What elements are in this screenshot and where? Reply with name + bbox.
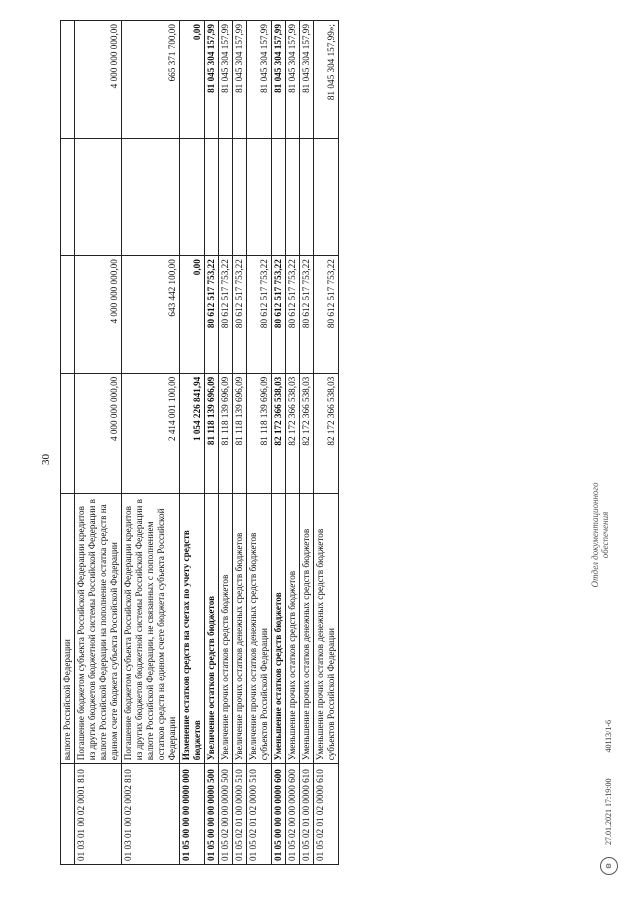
table-row: [122, 21, 180, 865]
row-value-3: [300, 138, 314, 256]
row-value-4: 4 000 000 000,00: [75, 21, 122, 139]
row-value-1: 81 118 139 696,09: [205, 373, 219, 494]
row-code: 01 05 00 00 00 0000 000: [180, 764, 205, 865]
row-value-1: 82 172 366 538,03: [300, 373, 314, 494]
row-code: 01 05 02 00 00 0000 500: [219, 764, 233, 865]
page-number: 30: [40, 454, 52, 465]
row-value-3: [247, 138, 272, 256]
row-value-1: 1 054 226 841,94: [180, 373, 205, 494]
row-value-1: 4 000 000 000,00: [75, 373, 122, 494]
row-code: [61, 764, 75, 865]
row-value-4: 81 045 304 157,99: [233, 21, 247, 139]
row-name: валюте Российской Федерации: [61, 494, 75, 764]
table-row: [300, 21, 314, 865]
table-row: [233, 21, 247, 865]
table-row: [219, 21, 233, 865]
row-value-2: 643 442 100,00: [122, 256, 180, 374]
row-value-3: [314, 138, 339, 256]
row-code: 01 05 00 00 00 0000 500: [205, 764, 219, 865]
row-value-1: 81 118 139 696,09: [233, 373, 247, 494]
row-value-1: [61, 373, 75, 494]
row-value-2: 80 612 517 753,22: [272, 256, 286, 374]
row-value-4: 81 045 304 157,99: [272, 21, 286, 139]
row-value-3: [61, 138, 75, 256]
row-name: Уменьшение остатков средств бюджетов: [272, 494, 286, 764]
row-value-4: 665 371 700,00: [122, 21, 180, 139]
row-code: 01 03 01 00 02 0001 810: [75, 764, 122, 865]
row-name: Погашение бюджетом субъекта Российской Федерации кредитов из других бюджетов бюджетной системы Российской Федерации в валюте Российской Федерации, не связанных с пополнением остатков средств на едином счете бюджета субъекта Российской Федерации: [122, 494, 180, 764]
row-value-2: 80 612 517 753,22: [233, 256, 247, 374]
footer-meta: [600, 696, 618, 875]
row-name: Уменьшение прочих остатков средств бюджетов: [286, 494, 300, 764]
row-value-1: 81 118 139 696,09: [247, 373, 272, 494]
row-value-3: [272, 138, 286, 256]
row-name: Увеличение остатков средств бюджетов: [205, 494, 219, 764]
row-value-2: 80 612 517 753,22: [247, 256, 272, 374]
row-value-1: 82 172 366 538,03: [286, 373, 300, 494]
table-row: [205, 21, 219, 865]
row-value-4: [61, 21, 75, 139]
row-value-4: 81 045 304 157,99: [219, 21, 233, 139]
row-code: 01 05 02 01 00 0000 510: [233, 764, 247, 865]
department-stamp: Отдел документационного обеспечения: [590, 482, 610, 588]
table-row: [180, 21, 205, 865]
row-value-3: [75, 138, 122, 256]
row-value-2: 4 000 000 000,00: [75, 256, 122, 374]
row-value-1: 82 172 366 538,03: [314, 373, 339, 494]
row-value-4: 81 045 304 157,99: [247, 21, 272, 139]
row-value-4: 81 045 304 157,99: [205, 21, 219, 139]
row-value-2: 80 612 517 753,22: [300, 256, 314, 374]
row-value-1: 2 414 001 100,00: [122, 373, 180, 494]
row-value-3: [233, 138, 247, 256]
table-row: [247, 21, 272, 865]
row-value-3: [219, 138, 233, 256]
seal-icon: ⚙: [600, 857, 618, 875]
row-value-2: 80 612 517 753,22: [205, 256, 219, 374]
row-value-2: 80 612 517 753,22: [219, 256, 233, 374]
row-value-3: [286, 138, 300, 256]
row-value-2: 0,00: [180, 256, 205, 374]
table-row: [314, 21, 339, 865]
row-code: 01 03 01 00 02 0002 810: [122, 764, 180, 865]
row-name: Увеличение прочих остатков средств бюджетов: [219, 494, 233, 764]
table-body: [61, 21, 339, 865]
footer-datetime: 27.01.2021 17:19:00: [603, 778, 613, 845]
row-code: 01 05 02 01 02 0000 510: [247, 764, 272, 865]
row-value-1: 81 118 139 696,09: [219, 373, 233, 494]
row-name: Изменение остатков средств на счетах по учету средств бюджетов: [180, 494, 205, 764]
row-name: Погашение бюджетом субъекта Российской Федерации кредитов из других бюджетов бюджетной системы Российской Федерации в валюте Российской Федерации на пополнение остатка средств на едином счете бюджета субъекта Российской Федерации: [75, 494, 122, 764]
row-code: 01 05 00 00 00 0000 600: [272, 764, 286, 865]
row-value-4: 81 045 304 157,99»;: [314, 21, 339, 139]
row-value-3: [122, 138, 180, 256]
table-row: [75, 21, 122, 865]
row-value-1: 82 172 366 538,03: [272, 373, 286, 494]
row-name: Уменьшение прочих остатков денежных средств бюджетов субъектов Российской Федерации: [314, 494, 339, 764]
row-value-4: 0,00: [180, 21, 205, 139]
budget-table: [60, 20, 339, 865]
row-code: 01 05 02 01 00 0000 610: [300, 764, 314, 865]
row-value-3: [205, 138, 219, 256]
table-row: [272, 21, 286, 865]
table-row: [286, 21, 300, 865]
row-name: Увеличение прочих остатков денежных средств бюджетов субъектов Российской Федерации: [247, 494, 272, 764]
footer-doc-id: 40113/1-6: [603, 719, 613, 753]
row-name: Уменьшение прочих остатков денежных средств бюджетов: [300, 494, 314, 764]
row-name: Увеличение прочих остатков денежных средств бюджетов: [233, 494, 247, 764]
row-value-3: [180, 138, 205, 256]
row-code: 01 05 02 00 00 0000 600: [286, 764, 300, 865]
row-value-4: 81 045 304 157,99: [300, 21, 314, 139]
row-value-2: [61, 256, 75, 374]
table-row: [61, 21, 75, 865]
row-code: 01 05 02 01 02 0000 610: [314, 764, 339, 865]
row-value-2: 80 612 517 753,22: [314, 256, 339, 374]
row-value-4: 81 045 304 157,99: [286, 21, 300, 139]
row-value-2: 80 612 517 753,22: [286, 256, 300, 374]
